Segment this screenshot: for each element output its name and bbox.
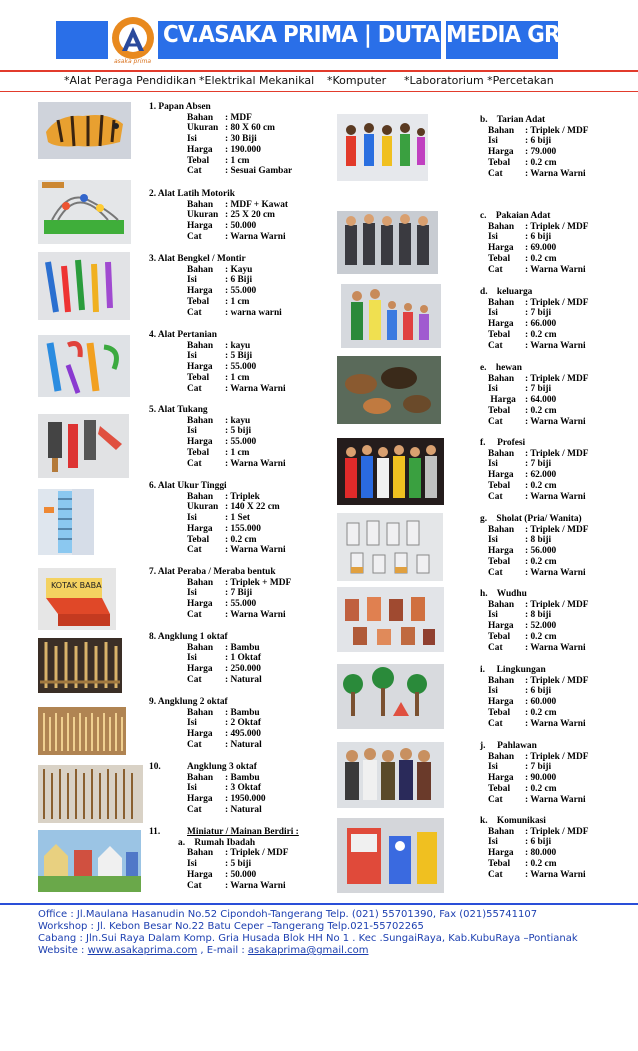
spec-key: Isi	[488, 610, 498, 621]
spec-value: : 1 cm	[225, 155, 250, 166]
photo-komunikasi	[337, 818, 444, 893]
spec-value: : 190.000	[225, 144, 261, 155]
spec-key: Harga	[187, 523, 213, 534]
spec-key: Cat	[488, 168, 503, 179]
spec-value: : 140 X 22 cm	[225, 502, 280, 513]
spec-key: Harga	[187, 144, 213, 155]
spec-value: : Warna Warni	[525, 642, 586, 653]
photo-angklung-2-oktaf	[38, 707, 126, 755]
product-papan-absen	[149, 102, 292, 177]
spec-key: Harga	[187, 794, 213, 805]
spec-key: Cat	[187, 739, 202, 750]
spec-key: Bahan	[187, 772, 214, 783]
spec-value: : 25 X 20 cm	[225, 210, 275, 221]
photo-kotak-baba	[38, 568, 116, 630]
spec-key: Harga	[488, 546, 514, 557]
spec-key: Isi	[488, 308, 498, 319]
spec-key: Isi	[187, 351, 197, 362]
footer-workshop: Workshop : Jl. Kebon Besar No.22 Batu Ceper –Tangerang Telp.021-55702265	[38, 921, 424, 932]
spec-key: Harga	[488, 848, 514, 859]
spec-value: : MDF	[225, 112, 252, 123]
spec-key: Isi	[187, 653, 197, 664]
spec-key: Tebal	[187, 296, 210, 307]
footer-office: Office : Jl.Maulana Hasanudin No.52 Cipondoh-Tangerang Telp. (021) 55701390, Fax (021)55741107	[38, 909, 538, 920]
photo-keluarga	[341, 284, 441, 348]
spec-value: : Natural	[225, 804, 262, 815]
email-link[interactable]: asakaprima@gmail.com	[247, 945, 369, 956]
spec-key: Bahan	[187, 491, 214, 502]
spec-key: Isi	[488, 232, 498, 243]
spec-value: : 30 Biji	[225, 134, 257, 145]
product-title: j. Pahlawan	[480, 741, 537, 751]
product-alat-tukang	[149, 405, 286, 469]
spec-key: Tebal	[488, 707, 511, 718]
product-title: g. Sholat (Pria/ Wanita)	[480, 514, 582, 524]
spec-value: : Bambu	[225, 642, 260, 653]
product-keluarga	[480, 287, 588, 351]
spec-value: : 0.2 cm	[225, 534, 257, 545]
product-title: 6. Alat Ukur Tinggi	[149, 481, 227, 491]
product-profesi	[480, 438, 588, 502]
spec-value: : 8 biji	[525, 535, 552, 546]
spec-key: Tebal	[187, 155, 210, 166]
spec-key: Cat	[488, 416, 503, 427]
photo-alat-pertanian	[38, 335, 130, 397]
spec-key: Isi	[488, 535, 498, 546]
spec-key: Harga	[488, 697, 514, 708]
spec-key: Bahan	[488, 125, 515, 136]
spec-value: : 495.000	[225, 729, 261, 740]
product-number: 10.	[149, 762, 161, 772]
spec-value: : Warna Warni	[525, 340, 586, 351]
spec-key: Cat	[187, 609, 202, 620]
footer-contact	[38, 945, 369, 958]
spec-value: : Triplek / MDF	[525, 751, 589, 762]
spec-value: : kayu	[225, 340, 251, 351]
product-pakaian-adat	[480, 211, 588, 275]
spec-key: Tebal	[488, 405, 511, 416]
spec-key: Tebal	[488, 556, 511, 567]
spec-key: Tebal	[488, 631, 511, 642]
spec-key: Isi	[488, 384, 498, 395]
spec-key: Isi	[187, 134, 197, 145]
spec-key: Cat	[187, 383, 202, 394]
spec-value: : 1 cm	[225, 372, 250, 383]
spec-value: : 55.000	[225, 437, 257, 448]
spec-key: Isi	[187, 588, 197, 599]
spec-value: : 7 biji	[525, 762, 552, 773]
product-angklung-1-oktaf	[149, 632, 262, 686]
spec-value: : 1 cm	[225, 296, 250, 307]
spec-value: : Warna Warni	[225, 545, 286, 556]
spec-value: : Natural	[225, 739, 262, 750]
product-title: 5. Alat Tukang	[149, 405, 208, 415]
spec-value: : 79.000	[525, 147, 557, 158]
spec-key: Bahan	[187, 848, 214, 859]
product-title: e. hewan	[480, 363, 522, 373]
spec-key: Isi	[187, 718, 197, 729]
spec-value: : Triplek / MDF	[525, 125, 589, 136]
spec-value: : 5 Biji	[225, 351, 253, 362]
spec-value: : Warna Warni	[525, 718, 586, 729]
spec-key: Tebal	[488, 783, 511, 794]
spec-key: Tebal	[187, 372, 210, 383]
spec-value: : 6 biji	[525, 686, 552, 697]
product-title: Angklung 3 oktaf	[187, 762, 257, 772]
product-number: 11.	[149, 827, 161, 837]
product-alat-latih-motorik	[149, 189, 288, 243]
photo-tarian-adat	[337, 114, 428, 181]
spec-key: Tebal	[187, 447, 210, 458]
product-title: f. Profesi	[480, 438, 526, 448]
spec-value: : 0.2 cm	[525, 329, 557, 340]
spec-key: Bahan	[187, 707, 214, 718]
product-title: h. Wudhu	[480, 589, 527, 599]
spec-value: : 0.2 cm	[525, 707, 557, 718]
spec-value: : 62.000	[525, 470, 557, 481]
spec-key: Bahan	[488, 675, 515, 686]
spec-key: Isi	[187, 275, 197, 286]
spec-value: : Warna Warni	[525, 491, 586, 502]
photo-profesi	[337, 438, 444, 505]
spec-value: : Warna Warni	[525, 794, 586, 805]
spec-key: Isi	[488, 459, 498, 470]
spec-value: : Warna Warni	[225, 383, 286, 394]
spec-value: : Triplek / MDF	[525, 297, 589, 308]
spec-key: Tebal	[488, 253, 511, 264]
spec-key: Cat	[488, 491, 503, 502]
spec-value: : 1 Set	[225, 513, 250, 524]
product-alat-bengkel	[149, 254, 282, 318]
spec-value: : Triplek / MDF	[525, 373, 589, 384]
spec-value: : 0.2 cm	[525, 783, 557, 794]
kotak-baba-label: KOTAK BABA	[51, 581, 102, 590]
product-title: d. keluarga	[480, 287, 533, 297]
product-angklung-2-oktaf	[149, 697, 262, 751]
spec-value: : Triplek + MDF	[225, 577, 292, 588]
spec-key: Ukuran	[187, 502, 219, 513]
spec-value: : Kayu	[225, 264, 253, 275]
spec-value: : 5 biji	[225, 426, 252, 437]
spec-value: : 0.2 cm	[525, 157, 557, 168]
spec-value: : 1950.000	[225, 794, 266, 805]
spec-key: Bahan	[187, 112, 214, 123]
category-item: *Laboratorium *Percetakan	[404, 74, 554, 87]
spec-key: Tebal	[488, 480, 511, 491]
spec-key: Tebal	[187, 534, 210, 545]
spec-value: : Warna Warni	[525, 416, 586, 427]
spec-value: : 55.000	[225, 286, 257, 297]
spec-value: : Warna Warni	[225, 458, 286, 469]
spec-key: Cat	[187, 231, 202, 242]
spec-value: : 2 Oktaf	[225, 718, 261, 729]
photo-papan-absen	[38, 102, 131, 159]
spec-value: : Warna Warni	[225, 880, 286, 891]
product-title: 1. Papan Absen	[149, 102, 211, 112]
spec-value: : kayu	[225, 415, 251, 426]
spec-value: : 80 X 60 cm	[225, 123, 275, 134]
spec-key: Isi	[488, 136, 498, 147]
spec-key: Bahan	[187, 415, 214, 426]
spec-key: Harga	[187, 221, 213, 232]
spec-value: : Triplek / MDF	[225, 848, 289, 859]
spec-key: Cat	[187, 307, 202, 318]
logo-subtitle: asaka prima	[114, 58, 152, 65]
spec-key: Bahan	[187, 340, 214, 351]
spec-key: Tebal	[488, 858, 511, 869]
spec-key: Harga	[488, 243, 514, 254]
spec-value: : 50.000	[225, 221, 257, 232]
spec-key: Bahan	[187, 199, 214, 210]
spec-key: Harga	[488, 621, 514, 632]
photo-angklung-3-oktaf	[38, 765, 143, 823]
spec-key: Bahan	[488, 599, 515, 610]
photo-lingkungan	[337, 664, 444, 729]
product-title: 2. Alat Latih Motorik	[149, 189, 235, 199]
spec-key: Bahan	[187, 642, 214, 653]
photo-pakaian-adat	[337, 211, 438, 274]
spec-key: Cat	[488, 794, 503, 805]
spec-value: : Triplek / MDF	[525, 826, 589, 837]
spec-key: Cat	[488, 567, 503, 578]
spec-key: Harga	[488, 395, 516, 406]
spec-key: Cat	[488, 642, 503, 653]
spec-value: : Triplek / MDF	[525, 675, 589, 686]
spec-key: Cat	[187, 674, 202, 685]
spec-value: : Warna Warni	[525, 168, 586, 179]
header-divider	[0, 70, 638, 72]
spec-value: : 0.2 cm	[525, 556, 557, 567]
photo-rumah-ibadah	[38, 830, 141, 892]
spec-value: : 7 biji	[525, 459, 552, 470]
spec-value: : 7 biji	[525, 308, 552, 319]
spec-key: Bahan	[187, 264, 214, 275]
product-title: 7. Alat Peraba / Meraba bentuk	[149, 567, 276, 577]
product-alat-pertanian	[149, 330, 286, 394]
spec-value: : Triplek / MDF	[525, 221, 589, 232]
spec-key: Bahan	[488, 297, 515, 308]
product-hewan	[480, 363, 588, 427]
spec-key: Cat	[488, 718, 503, 729]
spec-key: Isi	[187, 426, 197, 437]
spec-key: Ukuran	[187, 210, 219, 221]
spec-value: : Warna Warni	[225, 609, 286, 620]
spec-value: : 66.000	[525, 319, 557, 330]
photo-alat-latih-motorik	[38, 180, 131, 244]
spec-key: Cat	[187, 804, 202, 815]
product-title: 3. Alat Bengkel / Montir	[149, 254, 246, 264]
spec-key: Isi	[187, 513, 197, 524]
spec-key: Harga	[187, 869, 213, 880]
spec-value: : 0.2 cm	[525, 858, 557, 869]
photo-hewan	[337, 356, 441, 424]
photo-alat-ukur-tinggi-2	[72, 489, 94, 555]
spec-value: : 6 biji	[525, 837, 552, 848]
spec-key: Cat	[488, 264, 503, 275]
footer-cabang: Cabang : Jln.Sui Raya Dalam Komp. Gria Husada Blok HH No 1 . Kec .SungaiRaya, Kab.KubuRaya –Pontianak	[38, 933, 578, 944]
spec-value: : Natural	[225, 674, 262, 685]
spec-value: : 55.000	[225, 362, 257, 373]
spec-value: : Warna Warni	[525, 264, 586, 275]
spec-key: Cat	[187, 458, 202, 469]
spec-value: : warna warni	[225, 307, 282, 318]
spec-key: Harga	[488, 470, 514, 481]
spec-key: Isi	[488, 837, 498, 848]
product-title: i. Lingkungan	[480, 665, 546, 675]
category-tagline	[0, 74, 638, 88]
spec-key: Bahan	[488, 221, 515, 232]
photo-alat-bengkel	[38, 252, 130, 320]
spec-key: Isi	[187, 859, 197, 870]
spec-value: : 1 cm	[225, 447, 250, 458]
product-sholat	[480, 514, 588, 578]
spec-key: Cat	[187, 545, 202, 556]
spec-value: : 6 Biji	[225, 275, 253, 286]
spec-key: Cat	[488, 869, 503, 880]
header-bar-left	[56, 21, 108, 59]
category-item: *Elektrikal Mekanikal	[199, 74, 315, 87]
spec-key: Harga	[488, 147, 514, 158]
spec-value: : 80.000	[525, 848, 557, 859]
photo-pahlawan	[337, 742, 444, 808]
spec-value: : Triplek / MDF	[525, 448, 589, 459]
website-label: Website :	[38, 945, 88, 956]
company-logo-icon	[110, 15, 156, 61]
spec-value: : 0.2 cm	[525, 631, 557, 642]
spec-value: : 56.000	[525, 546, 557, 557]
spec-value: : Warna Warni	[525, 869, 586, 880]
spec-value: : 0.2 cm	[525, 405, 557, 416]
footer-divider	[0, 903, 638, 905]
spec-value: : MDF + Kawat	[225, 199, 289, 210]
spec-key: Tebal	[488, 157, 511, 168]
spec-value: : 52.000	[525, 621, 557, 632]
spec-key: Cat	[187, 166, 202, 177]
spec-key: Harga	[187, 437, 213, 448]
spec-value: : 69.000	[525, 243, 557, 254]
spec-key: Isi	[488, 762, 498, 773]
spec-key: Tebal	[488, 329, 511, 340]
spec-key: Bahan	[488, 373, 515, 384]
spec-key: Cat	[187, 880, 202, 891]
email-label: , E-mail :	[197, 945, 248, 956]
product-title: 9. Angklung 2 oktaf	[149, 697, 228, 707]
spec-value: : 8 biji	[525, 610, 552, 621]
spec-value: : 1 Oktaf	[225, 653, 261, 664]
category-item: *Alat Peraga Pendidikan	[64, 74, 197, 87]
spec-value: : 64.000	[525, 395, 557, 406]
spec-value: : 50.000	[225, 869, 257, 880]
spec-key: Harga	[187, 729, 213, 740]
company-name: CV.ASAKA PRIMA | DUTA MEDIA GROUP	[163, 22, 609, 48]
product-pahlawan	[480, 741, 588, 805]
spec-key: Harga	[187, 362, 213, 373]
spec-value: : 7 Biji	[225, 588, 253, 599]
product-miniatur	[149, 827, 299, 891]
product-angklung-3-oktaf	[149, 762, 266, 816]
product-alat-ukur-tinggi	[149, 481, 286, 556]
spec-key: Bahan	[488, 751, 515, 762]
spec-key: Isi	[488, 686, 498, 697]
spec-value: : 0.2 cm	[525, 253, 557, 264]
product-lingkungan	[480, 665, 588, 729]
spec-value: : Warna Warni	[225, 231, 286, 242]
product-title: c. Pakaian Adat	[480, 211, 551, 221]
spec-value: : 60.000	[525, 697, 557, 708]
spec-value: : Warna Warni	[525, 567, 586, 578]
spec-value: : 3 Oktaf	[225, 783, 261, 794]
spec-key: Cat	[488, 340, 503, 351]
spec-key: Bahan	[488, 524, 515, 535]
product-title: Miniatur / Mainan Berdiri :	[187, 827, 299, 837]
spec-value: : Bambu	[225, 707, 260, 718]
product-title: k. Komunikasi	[480, 816, 546, 826]
spec-key: Bahan	[187, 577, 214, 588]
spec-key: Harga	[187, 664, 213, 675]
spec-value: : 5 biji	[225, 859, 252, 870]
product-alat-peraba	[149, 567, 291, 621]
spec-key: Harga	[187, 286, 213, 297]
product-tarian-adat	[480, 115, 588, 179]
product-komunikasi	[480, 816, 588, 880]
spec-key: Isi	[187, 783, 197, 794]
spec-value: : 6 biji	[525, 232, 552, 243]
product-subtitle: a. Rumah Ibadah	[178, 837, 256, 848]
spec-value: : 250.000	[225, 664, 261, 675]
category-item: *Komputer	[327, 74, 387, 87]
spec-value: : 6 biji	[525, 136, 552, 147]
spec-key: Bahan	[488, 826, 515, 837]
spec-value: : 155.000	[225, 523, 261, 534]
spec-key: Bahan	[488, 448, 515, 459]
spec-value: : Triplek / MDF	[525, 524, 589, 535]
photo-sholat	[337, 513, 443, 581]
website-link[interactable]: www.asakaprima.com	[87, 945, 198, 956]
product-title: 8. Angklung 1 oktaf	[149, 632, 228, 642]
photo-angklung-1-oktaf	[38, 638, 122, 693]
spec-value: : Bambu	[225, 772, 260, 783]
photo-wudhu	[337, 587, 444, 652]
spec-value: : 90.000	[525, 773, 557, 784]
spec-value: : 55.000	[225, 599, 257, 610]
spec-value: : Triplek	[225, 491, 260, 502]
spec-key: Harga	[488, 773, 514, 784]
spec-value: : 0.2 cm	[525, 480, 557, 491]
product-title: b. Tarian Adat	[480, 115, 546, 125]
product-title: 4. Alat Pertanian	[149, 330, 217, 340]
spec-value: : Sesuai Gambar	[225, 166, 293, 177]
spec-key: Harga	[187, 599, 213, 610]
spec-value: : 7 biji	[525, 384, 552, 395]
product-wudhu	[480, 589, 588, 653]
spec-key: Ukuran	[187, 123, 219, 134]
tagline-divider	[0, 91, 638, 92]
photo-alat-tukang	[38, 414, 129, 478]
spec-key: Harga	[488, 319, 514, 330]
spec-value: : Triplek / MDF	[525, 599, 589, 610]
